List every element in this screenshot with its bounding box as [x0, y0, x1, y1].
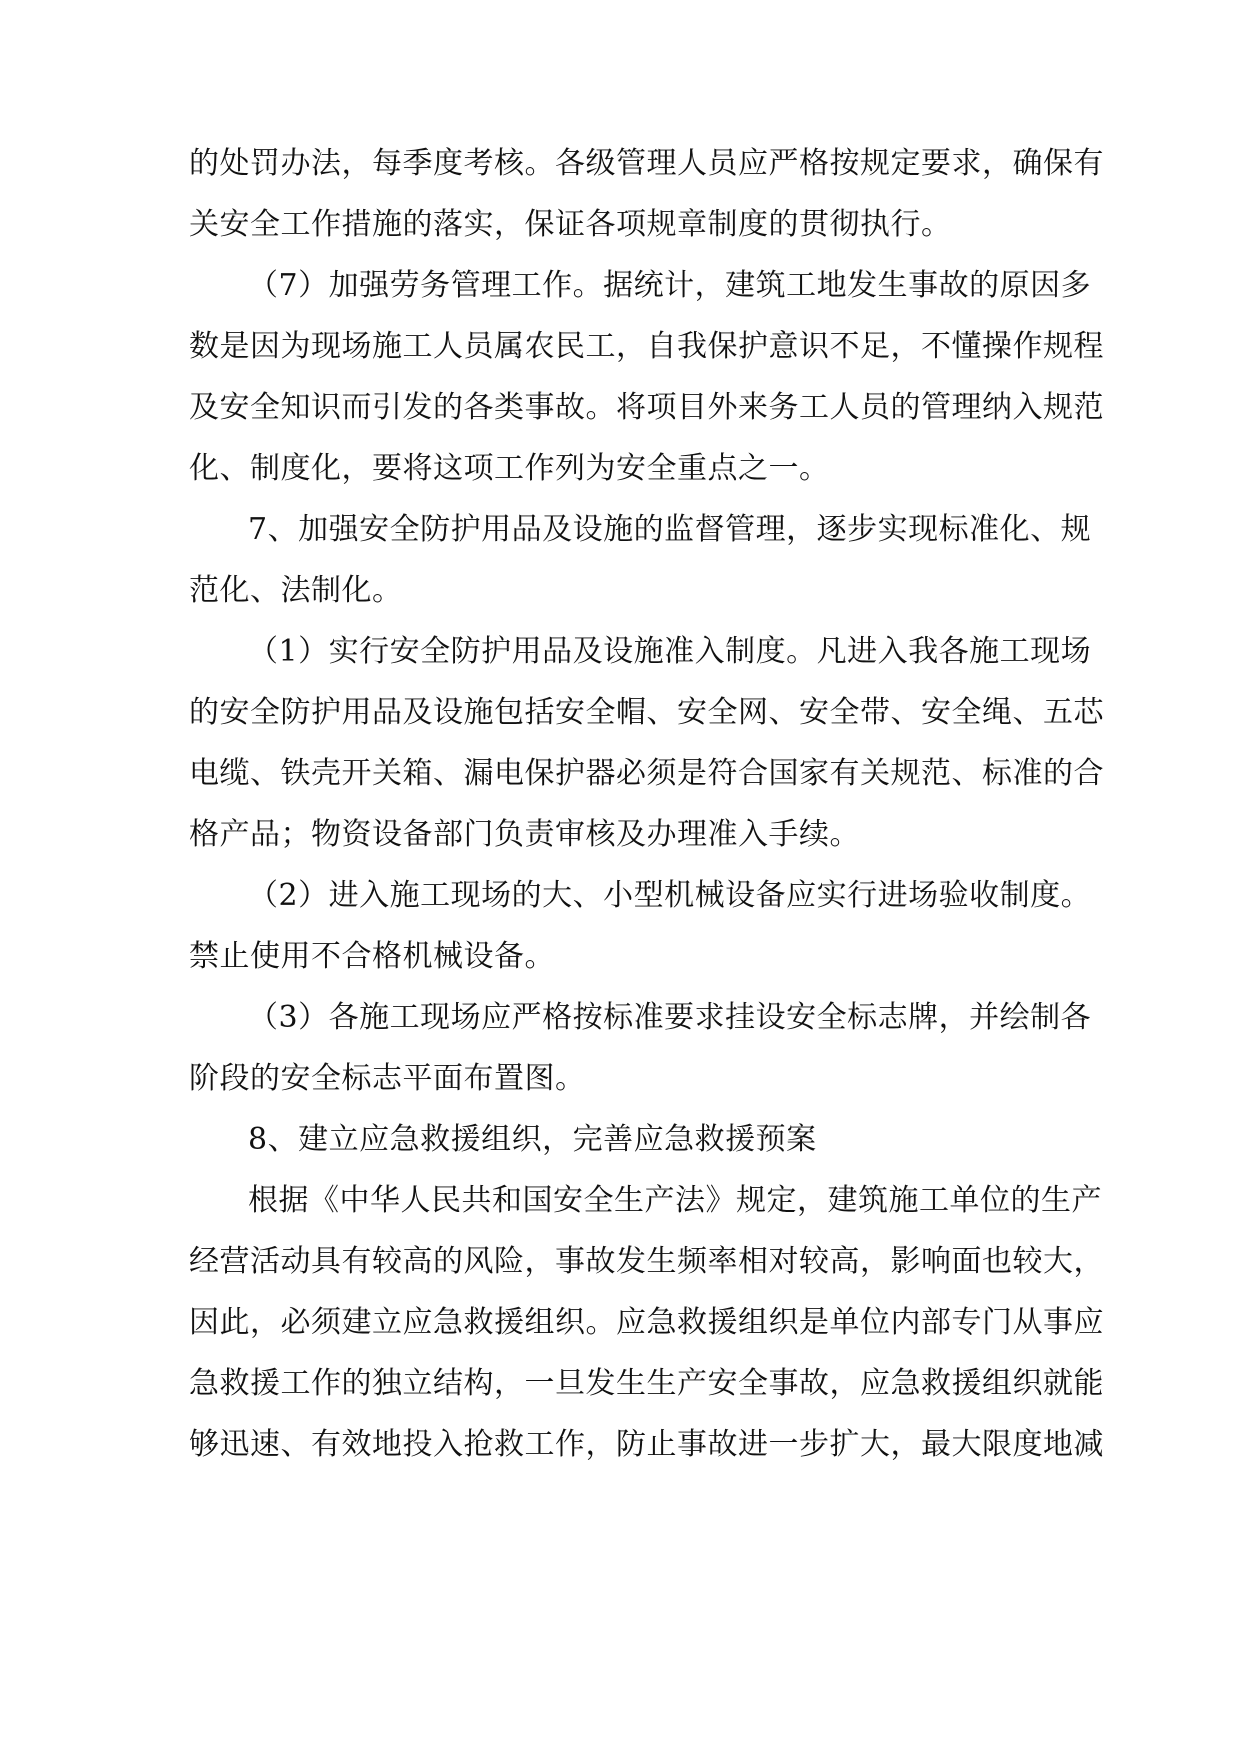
- text-line: 禁止使用不合格机械设备。: [189, 939, 555, 974]
- text-line: 够迅速、有效地投入抢救工作，防止事故进一步扩大，最大限度地减: [189, 1427, 1104, 1462]
- text-line: 因此，必须建立应急救援组织。应急救援组织是单位内部专门从事应: [189, 1305, 1104, 1340]
- text-line: （2）进入施工现场的大、小型机械设备应实行进场验收制度。: [248, 878, 1092, 913]
- section-heading: 8、建立应急救援组织，完善应急救援预案: [248, 1122, 817, 1157]
- text-line: 关安全工作措施的落实，保证各项规章制度的贯彻执行。: [189, 207, 952, 242]
- text-line: 及安全知识而引发的各类事故。将项目外来务工人员的管理纳入规范: [189, 390, 1104, 425]
- text-line: 数是因为现场施工人员属农民工，自我保护意识不足，不懂操作规程: [189, 329, 1104, 364]
- text-line: （3）各施工现场应严格按标准要求挂设安全标志牌，并绘制各: [248, 1000, 1092, 1035]
- text-line: 7、加强安全防护用品及设施的监督管理，逐步实现标准化、规: [248, 512, 1092, 547]
- text-line: 格产品；物资设备部门负责审核及办理准入手续。: [189, 817, 860, 852]
- text-line: 的安全防护用品及设施包括安全帽、安全网、安全带、安全绳、五芯: [189, 695, 1104, 730]
- text-line: 阶段的安全标志平面布置图。: [189, 1061, 586, 1096]
- text-line: 电缆、铁壳开关箱、漏电保护器必须是符合国家有关规范、标准的合: [189, 756, 1104, 791]
- text-line: （7）加强劳务管理工作。据统计，建筑工地发生事故的原因多: [248, 268, 1092, 303]
- text-line: 经营活动具有较高的风险，事故发生频率相对较高，影响面也较大，: [189, 1244, 1104, 1279]
- text-line: 的处罚办法，每季度考核。各级管理人员应严格按规定要求，确保有: [189, 146, 1104, 181]
- text-line: 化、制度化，要将这项工作列为安全重点之一。: [189, 451, 830, 486]
- text-line: （1）实行安全防护用品及设施准入制度。凡进入我各施工现场: [248, 634, 1092, 669]
- text-line: 范化、法制化。: [189, 573, 403, 608]
- text-line: 根据《中华人民共和国安全生产法》规定，建筑施工单位的生产: [248, 1183, 1102, 1218]
- text-line: 急救援工作的独立结构，一旦发生生产安全事故，应急救援组织就能: [189, 1366, 1104, 1401]
